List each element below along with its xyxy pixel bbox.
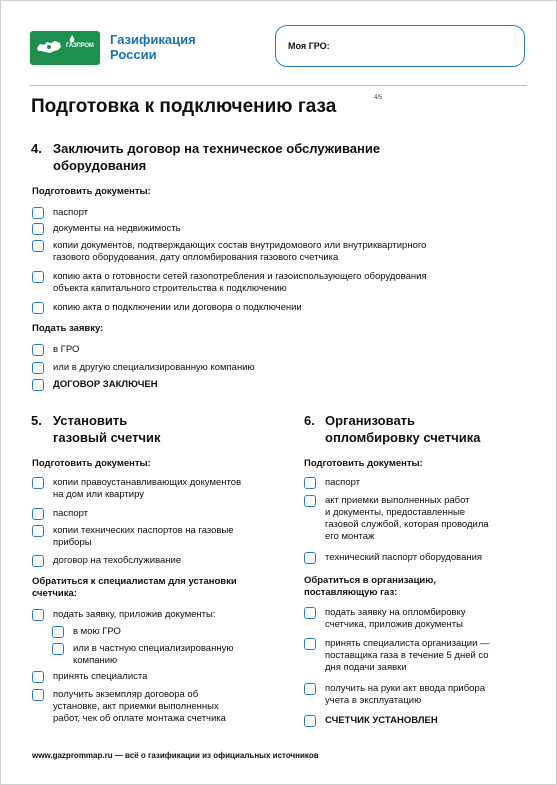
apply-label: Подать заявку:: [32, 323, 104, 334]
section-number: 5.: [31, 413, 42, 428]
item-label: паспорт: [325, 477, 361, 488]
item-label: в ГРО: [53, 344, 80, 355]
gazprom-logo: [30, 31, 100, 65]
checkbox[interactable]: [52, 626, 64, 638]
item-label: ДОГОВОР ЗАКЛЮЧЕН: [53, 379, 158, 390]
section-number: 6.: [304, 413, 315, 428]
item-label: на дом или квартиру: [53, 489, 145, 500]
checkbox[interactable]: [32, 525, 44, 537]
item-label: технический паспорт оборудования: [325, 552, 483, 563]
item-label: работ, чек об оплате монтажа счетчика: [53, 713, 226, 724]
section-title-line: опломбировку счетчика: [325, 430, 481, 445]
checkbox[interactable]: [304, 607, 316, 619]
item-label: копии технических паспортов на газовые: [53, 525, 234, 536]
page-title: Подготовка к подключению газа: [31, 96, 337, 117]
item-label: газового оборудования, дату опломбирования газового счетчика: [53, 252, 339, 263]
item-label: договор на техобслуживание: [53, 555, 182, 566]
checkbox[interactable]: [32, 240, 44, 252]
item-label: или в частную специализированную: [73, 643, 234, 654]
header-divider: [30, 85, 527, 86]
checkbox[interactable]: [32, 362, 44, 374]
page-number: 4/5: [374, 95, 383, 101]
contact-label: [304, 575, 436, 599]
checkbox[interactable]: [32, 671, 44, 683]
checkbox[interactable]: [52, 643, 64, 655]
contact-label: [32, 576, 237, 600]
contact-label-line: счетчика:: [32, 588, 77, 599]
item-label: счетчика, приложив документы: [325, 619, 463, 630]
prepare-docs-label: Подготовить документы:: [32, 458, 151, 469]
logo-text: ГАЗПРОМ: [66, 43, 94, 49]
section-number: 4.: [31, 141, 42, 156]
checkbox[interactable]: [32, 302, 44, 314]
russia-map-icon: [35, 38, 63, 56]
checkbox[interactable]: [32, 344, 44, 356]
item-label: паспорт: [53, 207, 89, 218]
footer-source: www.gazprommap.ru — всё о газификации из официальных источников: [32, 751, 319, 760]
item-label: учета в эксплуатацию: [325, 695, 422, 706]
item-label: СЧЕТЧИК УСТАНОВЛЕН: [325, 715, 438, 726]
gro-label: Моя ГРО:: [288, 41, 330, 51]
brand-name: [110, 32, 196, 62]
section-title-line: Заключить договор на техническое обслуживание: [53, 141, 381, 156]
item-label: принять специалиста: [53, 671, 148, 682]
item-label: в мою ГРО: [73, 626, 121, 637]
brand-line-2: России: [110, 47, 157, 62]
item-label: объекта капитального строительства к подключению: [53, 283, 287, 294]
prepare-docs-label: Подготовить документы:: [32, 186, 151, 197]
checkbox[interactable]: [32, 207, 44, 219]
checkbox[interactable]: [32, 223, 44, 235]
item-label: и документы, предоставленные: [325, 507, 466, 518]
checkbox[interactable]: [304, 552, 316, 564]
item-label: подать заявку на опломбировку: [325, 607, 466, 618]
section-title-line: газовый счетчик: [53, 430, 161, 445]
item-label: получить на руки акт ввода прибора: [325, 683, 485, 694]
item-label: акт приемки выполненных работ: [325, 495, 470, 506]
section-title-line: Организовать: [325, 413, 416, 428]
item-label: подать заявку, приложив документы:: [53, 609, 216, 620]
item-label: дня подачи заявки: [325, 662, 407, 673]
checkbox[interactable]: [304, 638, 316, 650]
gro-field[interactable]: [275, 25, 525, 67]
prepare-docs-label: Подготовить документы:: [304, 458, 423, 469]
item-label: поставщика газа в течение 5 дней со: [325, 650, 489, 661]
contact-label-line: Обратиться в организацию,: [304, 575, 437, 586]
item-label: паспорт: [53, 508, 89, 519]
checkbox[interactable]: [32, 555, 44, 567]
item-label: компанию: [73, 655, 118, 666]
brand-line-1: Газификация: [110, 32, 196, 47]
item-label: принять специалиста организации —: [325, 638, 490, 649]
item-label: документы на недвижимость: [53, 223, 181, 234]
checkbox[interactable]: [304, 495, 316, 507]
checkbox[interactable]: [32, 609, 44, 621]
item-label: газовой службой, которая проводила: [325, 519, 489, 530]
checkbox[interactable]: [304, 683, 316, 695]
item-label: копии правоустанавливающих документов: [53, 477, 242, 488]
section-title-line: Установить: [53, 413, 128, 428]
checkbox[interactable]: [32, 271, 44, 283]
checkbox[interactable]: [32, 508, 44, 520]
checkbox[interactable]: [32, 379, 44, 391]
item-label: его монтаж: [325, 531, 375, 542]
item-label: установке, акт приемки выполненных: [53, 701, 219, 712]
section-title-line: оборудования: [53, 158, 147, 173]
checkbox[interactable]: [304, 715, 316, 727]
item-label: копию акта о подключении или договора о подключении: [53, 302, 302, 313]
item-label: получить экземпляр договора об: [53, 689, 199, 700]
item-label: копию акта о готовности сетей газопотребления и газоиспользующего оборудования: [53, 271, 427, 282]
checkbox[interactable]: [32, 477, 44, 489]
checkbox[interactable]: [32, 689, 44, 701]
flame-icon: [68, 35, 76, 43]
item-label: копии документов, подтверждающих состав внутридомового или внутриквартирного: [53, 240, 427, 251]
item-label: приборы: [53, 537, 92, 548]
contact-label-line: поставляющую газ:: [304, 587, 398, 598]
contact-label-line: Обратиться к специалистам для установки: [32, 576, 237, 587]
checkbox[interactable]: [304, 477, 316, 489]
item-label: или в другую специализированную компанию: [53, 362, 255, 373]
